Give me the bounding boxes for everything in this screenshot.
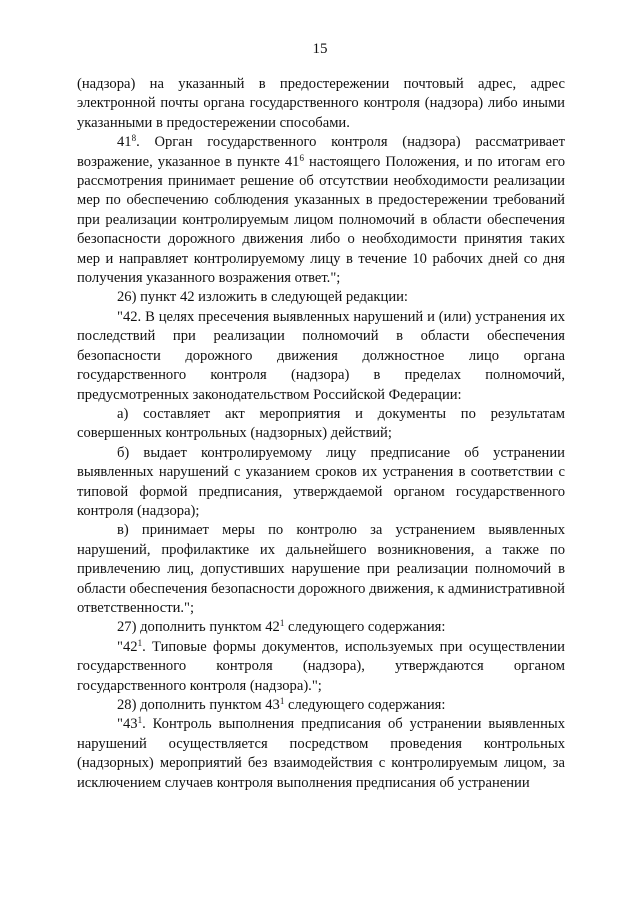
superscript-index: 8	[131, 133, 137, 144]
superscript-index: 1	[137, 637, 143, 648]
superscript-index: 1	[279, 618, 285, 629]
paragraph-text: 27) дополнить пунктом 42	[117, 619, 280, 636]
paragraph	[77, 405, 565, 444]
paragraph-text: в) принимает меры по контролю за устранением выявленных нарушений, профилактике их дальнейшего возникновения, а также по привлечению лиц, допустивших нарушение при реализации полномочий в области обеспечения безопасности дорожного движения, к административной ответственности.";	[77, 522, 565, 616]
paragraph	[77, 715, 565, 793]
paragraph	[77, 133, 565, 288]
paragraph	[77, 75, 565, 133]
paragraph	[77, 696, 565, 715]
superscript-index: 1	[137, 715, 143, 726]
paragraph-text: (надзора) на указанный в предостережении почтовый адрес, адрес электронной почты органа государственного контроля (надзора) либо иными указанными в предостережении способами.	[77, 76, 565, 131]
paragraph-text: б) выдает контролируемому лицу предписание об устранении выявленных нарушений с указанием сроков их устранения в соответствии с типовой формой предписания, утверждаемой органом государственного контроля (надзора);	[77, 444, 565, 519]
paragraph-text: 41	[117, 134, 132, 151]
superscript-index: 6	[299, 152, 304, 163]
paragraph-text: . Типовые формы документов, используемых при осуществлении государственного контроля (надзора), утверждаются органом государственного контроля (надзора).";	[77, 638, 565, 694]
paragraph-text: следующего содержания:	[284, 697, 446, 713]
paragraph-text: а) составляет акт мероприятия и документы по результатам совершенных контрольных (надзорных) действий;	[77, 405, 565, 442]
paragraph-text: "42	[117, 638, 138, 655]
paragraph-text: . Орган государственного контроля (надзора) рассматривает возражение, указанное в пункте 41	[77, 134, 565, 170]
paragraph-text: настоящего Положения, и по итогам его рассмотрения принимает решение об отсутствии необходимости реализации мер по обеспечению соблюдения указанных в предостережении требований при реализации контролируемым лицом полномочий в области обеспечения безопасности дорожного движения либо о необходимости принятия таких мер и направляет контролируемому лицу в течение 10 рабочих дней со дня получения указанного возражения ответ.";	[77, 153, 565, 287]
paragraph-text: 26) пункт 42 изложить в следующей редакции:	[117, 289, 408, 306]
page-number: 15	[312, 41, 328, 57]
paragraph	[77, 521, 565, 618]
paragraph-text: . Контроль выполнения предписания об устранении выявленных нарушений осуществляется посредством проведения контрольных (надзорных) мероприятий без взаимодействия с контролируемым лицом, за исключением случаев контроля выполнения предписания об устранении	[77, 716, 565, 791]
paragraph-text: "43	[117, 716, 138, 733]
superscript-index: 1	[279, 696, 285, 706]
paragraph-text: "42. В целях пресечения выявленных нарушений и (или) устранения их последствий при реализации полномочий в области обеспечения безопасности дорожного движения должностное лицо органа государственного контроля (надзора) в пределах полномочий, предусмотренных законодательством Российской Федерации:	[77, 308, 565, 403]
paragraph	[77, 638, 565, 696]
paragraph-text: 28) дополнить пунктом 43	[117, 697, 280, 713]
paragraph	[77, 288, 565, 307]
paragraph	[77, 618, 565, 637]
paragraph	[77, 308, 565, 405]
paragraph-text: следующего содержания:	[284, 619, 446, 636]
document-body	[77, 75, 565, 793]
paragraph	[77, 444, 565, 522]
